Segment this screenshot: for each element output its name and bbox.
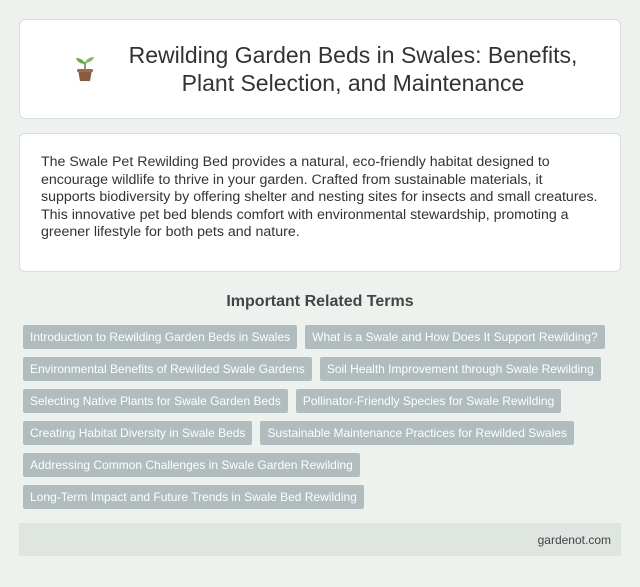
footer [19,523,621,556]
related-term-tag[interactable]: Selecting Native Plants for Swale Garden Beds [23,389,288,413]
related-term-tag[interactable]: Long-Term Impact and Future Trends in Swale Bed Rewilding [23,485,364,509]
related-term-tag[interactable]: Environmental Benefits of Rewilded Swale Gardens [23,357,312,381]
related-term-tag[interactable]: Pollinator-Friendly Species for Swale Rewilding [296,389,561,413]
footer-site-name: gardenot.com [537,532,611,547]
related-term-tag[interactable]: Introduction to Rewilding Garden Beds in Swales [23,325,297,349]
title-card [19,19,621,119]
title-wrap [57,41,583,97]
sprout-icon [57,49,113,89]
related-term-tag[interactable]: Sustainable Maintenance Practices for Rewilded Swales [260,421,574,445]
related-terms-list [19,325,609,509]
related-term-tag[interactable]: What is a Swale and How Does It Support Rewilding? [305,325,604,349]
related-terms-heading: Important Related Terms [226,293,414,310]
page-title: Rewilding Garden Beds in Swales: Benefits, Plant Selection, and Maintenance [128,42,578,96]
related-term-tag[interactable]: Creating Habitat Diversity in Swale Beds [23,421,252,445]
description-card [19,133,621,272]
description-text: The Swale Pet Rewilding Bed provides a natural, eco-friendly habitat designed to encourage wildlife to thrive in your garden. Crafted from sustainable materials, it supports biodiversity by offering shelter and nesting sites for insects and small creatures. This innovative pet bed blends comfort with environmental stewardship, promoting a greener lifestyle for both pets and nature. [41,154,598,241]
related-term-tag[interactable]: Addressing Common Challenges in Swale Garden Rewilding [23,453,360,477]
related-term-tag[interactable]: Soil Health Improvement through Swale Rewilding [320,357,601,381]
